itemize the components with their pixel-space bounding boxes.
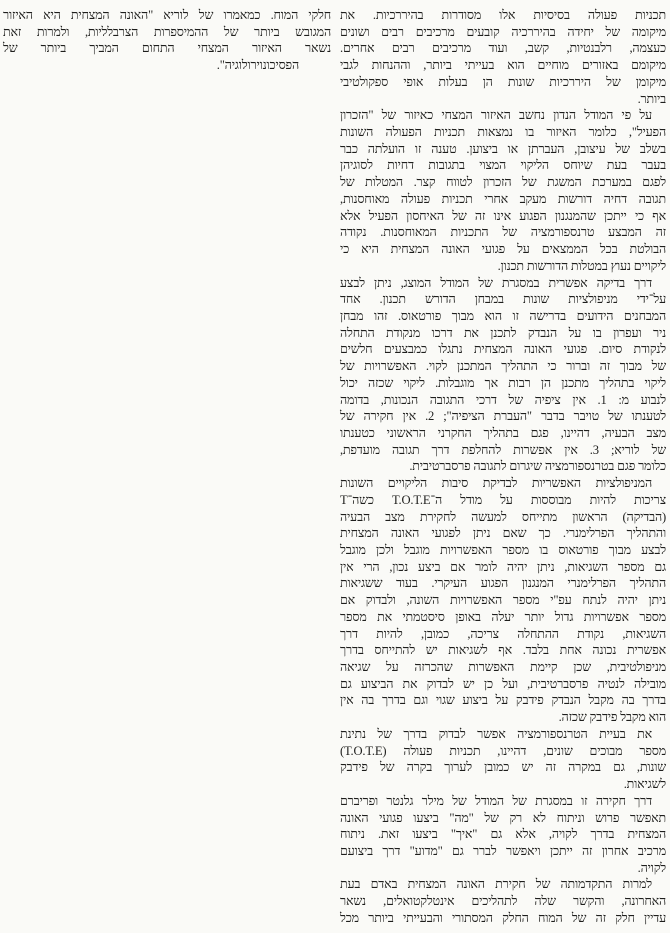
text-line (340, 542, 666, 559)
text-line (340, 291, 666, 308)
text-line (340, 642, 666, 659)
text-line-content: תגובה דחיה דורשות מעקב אחרי תכניות פעולה מאוחסנות, (340, 191, 666, 206)
text-line-content: המגובש ביותר של ההמיספרות הצרבלליות, ולמרות זאת (3, 24, 331, 39)
text-line-content: השגיאות, נקודת ההתחלה צריכה, כמובן, להיות דרך (340, 626, 666, 641)
text-line-content: הבולטת בכל הממצאים על פגועי האונה המצחית היא כי (340, 242, 666, 257)
text-line-content: בשלב של עיצובן, העברתן או ביצוען. טענה זו הועלתה כבר (340, 141, 666, 156)
text-line (340, 709, 666, 726)
text-line (340, 475, 666, 492)
text-line (340, 157, 666, 174)
text-line-content: לנבוע מ: 1. אין ציפיה של דרכי התגובה הנכונות, בדומה (340, 392, 666, 407)
text-line (340, 575, 666, 592)
text-line (340, 592, 666, 609)
text-line-content: המבחנים הידועים בדרישה זו הוא מבוך פורטאוס. זהו מבחן (340, 308, 666, 323)
text-line-content: מצב הבעיה, דהיינו, פגם בתהליך החקרני הראשוני כטענתו (340, 425, 666, 440)
text-line (3, 57, 331, 74)
text-line-content: גם מספר השגיאות, ניתן יהיה לומר אם ביצע נכון, הרי אין (340, 559, 666, 574)
text-line-content: את בעיית הטרנספורמציה אפשר לבדוק בדרך של נתינת (340, 726, 652, 741)
text-line (340, 408, 666, 425)
text-line (340, 793, 666, 810)
text-line (340, 141, 666, 158)
text-line-content: (הבדיקה) הראשון מתייחס למעשה לחקירת מצב הבעיה (340, 509, 666, 524)
text-line-content: המניפולציות האפשריות לבדיקת סיבות הליקויים השונות (340, 476, 652, 491)
text-line (340, 40, 666, 57)
text-line-content: תאפשר פרוש וניתוח לא רק של "מה" ביצעו פגועי האונה (340, 810, 666, 825)
text-line (340, 525, 666, 542)
left-text-column (3, 7, 331, 74)
text-line (340, 341, 666, 358)
text-line-content: דרך בדיקה אפשרית במסגרת של המודל המוצג, ניתן לבצע (340, 275, 652, 290)
text-line-content: שונות, גם במקרה זה יש כמובן לערוך בקרה של פידבק (340, 760, 666, 775)
text-line-content: בדרך בה מקבל הנבדק פידבק על ביצוע שגוי וגם בדרך בה אין (340, 693, 666, 708)
text-line-content: הפעיל", כלומר האיזור בו נמצאות תכניות הפעולה השונות (340, 125, 666, 140)
text-line (3, 24, 331, 41)
text-line (340, 876, 666, 893)
text-line-content: תכניות פעולה בסיסיות אלו מסודרות בהיררכיות. את (340, 8, 666, 22)
text-line-content: נשאר האיזור המצחי התחום המביך ביותר של (3, 41, 331, 56)
text-line-content: מובילה לנטיה פרסברטיבית, ועל כן יש לבדוק את הביצוע גם (340, 676, 666, 691)
text-line-content: לשגיאות. (623, 777, 666, 792)
text-line (340, 743, 666, 760)
text-line (3, 7, 331, 24)
right-text-column (340, 7, 666, 927)
text-line (340, 325, 666, 342)
text-line (340, 626, 666, 643)
text-line-content: הוא מקבל פידבק שכזה. (558, 710, 666, 725)
text-line (340, 107, 666, 124)
text-line-content: האחרונה, והקשר שלה לתהליכים אינטלקטואלים, נשאר (340, 894, 666, 909)
text-line (340, 442, 666, 459)
text-line (340, 308, 666, 325)
text-line (340, 843, 666, 860)
text-line-content: ליקויים נעוץ במטלות הדורשות תכנון. (497, 258, 666, 273)
text-line (340, 759, 666, 776)
text-line (340, 74, 666, 91)
text-line (340, 358, 666, 375)
text-line (340, 258, 666, 275)
text-line (3, 40, 331, 57)
text-line-content: לטענתו של טויבר בדבר "העברת הציפיה"; 2. אין חקירה של (340, 409, 666, 424)
text-line (340, 676, 666, 693)
text-line-content: דרך חקירה זו במסגרת של המודל של מילר גלנטר ופריברם (340, 793, 652, 808)
text-line-content: של מבוך זה וברור כי התהליך המתכנן לקוי. האפשרויות של (340, 359, 666, 374)
text-line-content: צריכות להיות מבוססות על מודל ה־T.O.T.E כשה־T (339, 492, 666, 507)
text-line (340, 492, 666, 509)
text-line (340, 241, 666, 258)
text-line (340, 776, 666, 793)
text-line (340, 609, 666, 626)
text-line (340, 124, 666, 141)
text-line-content: מספר מבוכים שונים, דהיינו, תכניות פעולה (T.O.T.E) (340, 743, 666, 758)
text-line (340, 659, 666, 676)
text-line-content: ניתן יהיה לנתח עפ"י מספר האפשרויות השונה, ולבדוק אם (340, 593, 666, 608)
text-line-content: כעצמה, רלבנטיות, קשב, ועוד מרכיבים רבים אחרים. (340, 41, 666, 56)
text-line (340, 692, 666, 709)
text-line-content: על פי המודל הנדון נחשב האיזור המצחי כאיזור של "הזכרון (340, 108, 652, 123)
text-line (340, 726, 666, 743)
text-line (340, 910, 666, 927)
text-line (340, 208, 666, 225)
text-line (340, 458, 666, 475)
text-line (340, 275, 666, 292)
text-line-content: ניר ועפרון בו על הנבדק לתכנן את דרכו מנקודת התחלה (340, 325, 666, 340)
text-line-content: לפגם במערכת המשגת של הזכרון לטווח קצר. המטלות של (340, 175, 666, 190)
text-line (340, 425, 666, 442)
text-line-content: אפשרית נכונה אחת בלבד. אף לשגיאות יש להתייחס בדרך (340, 643, 666, 658)
text-line-content: והתהליך הפרלימנרי. כך שאם ניתן לפגועי האונה המצחית (340, 526, 666, 541)
text-line-content: מרכיב אחרון זה ייתכן ויאפשר לברר גם "מדוע" דרך ביצועם (340, 843, 666, 858)
text-line (340, 91, 666, 108)
text-line-content: מניפולטיבית, שכן קיימת האפשרות שהכרזה על שגיאה (340, 660, 666, 675)
text-line (340, 893, 666, 910)
text-line (340, 375, 666, 392)
text-line-content: הפסיכונוירולוגיה". (216, 58, 299, 73)
text-line-content: לקויה. (637, 860, 666, 875)
text-line (340, 509, 666, 526)
text-line (340, 24, 666, 41)
text-line (340, 224, 666, 241)
text-line (340, 860, 666, 877)
text-line (340, 7, 666, 24)
text-line-content: בעבר בעת שיוחס הליקוי המצוי בתגובות דחיות לסוגיהן (340, 158, 666, 173)
text-line-content: מיקומה של יחידה בהיררכיה קובעים מרכיבים רבים ושונים (340, 24, 666, 39)
text-line (340, 174, 666, 191)
text-line-content: חלקי המוח. כמאמרו של לוריא "האונה המצחית היא האיזור (3, 8, 331, 22)
text-line (340, 810, 666, 827)
text-line-content: ליקוי בתהליך מתכנן הן רבות אך מוגבלות. ליקוי שכזה יכול (340, 375, 666, 390)
text-line-content: זה המבצע טרנספורמציה של התכניות המאוחסנות. נקודה (340, 225, 666, 240)
text-line (340, 57, 666, 74)
text-line (340, 826, 666, 843)
text-line-content: עדיין חלק זה של המוח החלק המסתורי והבעייתי ביותר מכל (340, 910, 666, 925)
text-line-content: כלומר פגם בטרנספורמציה שיגרום לתגובה פרסברטיבית. (409, 459, 666, 474)
text-line-content: של לוריא; 3. אין אפשרות להחלפת דרך תגובה מועדפת, (339, 442, 666, 457)
text-line-content: מיקומם באזורים מוחיים הוא בעייתי ביותר, וההנחות לגבי (340, 58, 666, 73)
text-line-content: על־ידי מניפולציות שונות במבחן הדורש תכנון. אחד (340, 292, 666, 307)
text-line (340, 392, 666, 409)
text-line-content: ביותר. (637, 91, 666, 106)
text-line-content: לבצע מבוך פורטאוס בו מספר האפשרויות מוגבל ולכן מוגבל (340, 543, 666, 557)
text-line-content: אף כי ייתכן שהמנגנון הפגוע אינו זה של האיחסון הפעיל אלא (340, 208, 666, 223)
text-line-content: לנקודת סיום. פגועי האונה המצחית נתגלו כמבצעים חלשים (340, 342, 666, 357)
text-line (340, 559, 666, 576)
text-line-content: התהליך הפרלימנרי המנגנון הפגוע העיקרי. בעוד ששגיאות (340, 576, 666, 591)
text-line-content: מיקומן של היררכיות שונות הן בעלות אופי ספקולטיבי (340, 74, 666, 89)
text-line (340, 191, 666, 208)
text-line-content: מספר אפשרויות גדול יותר יעלה באופן סיסטמתי את מספר (340, 609, 666, 624)
text-line-content: למרות התקדמותה של חקירת האונה המצחית באדם בעת (340, 877, 652, 892)
text-line-content: המצחית בדרך לקויה, אלא גם "איך" ביצעו זאת. ניתוח (340, 827, 666, 842)
